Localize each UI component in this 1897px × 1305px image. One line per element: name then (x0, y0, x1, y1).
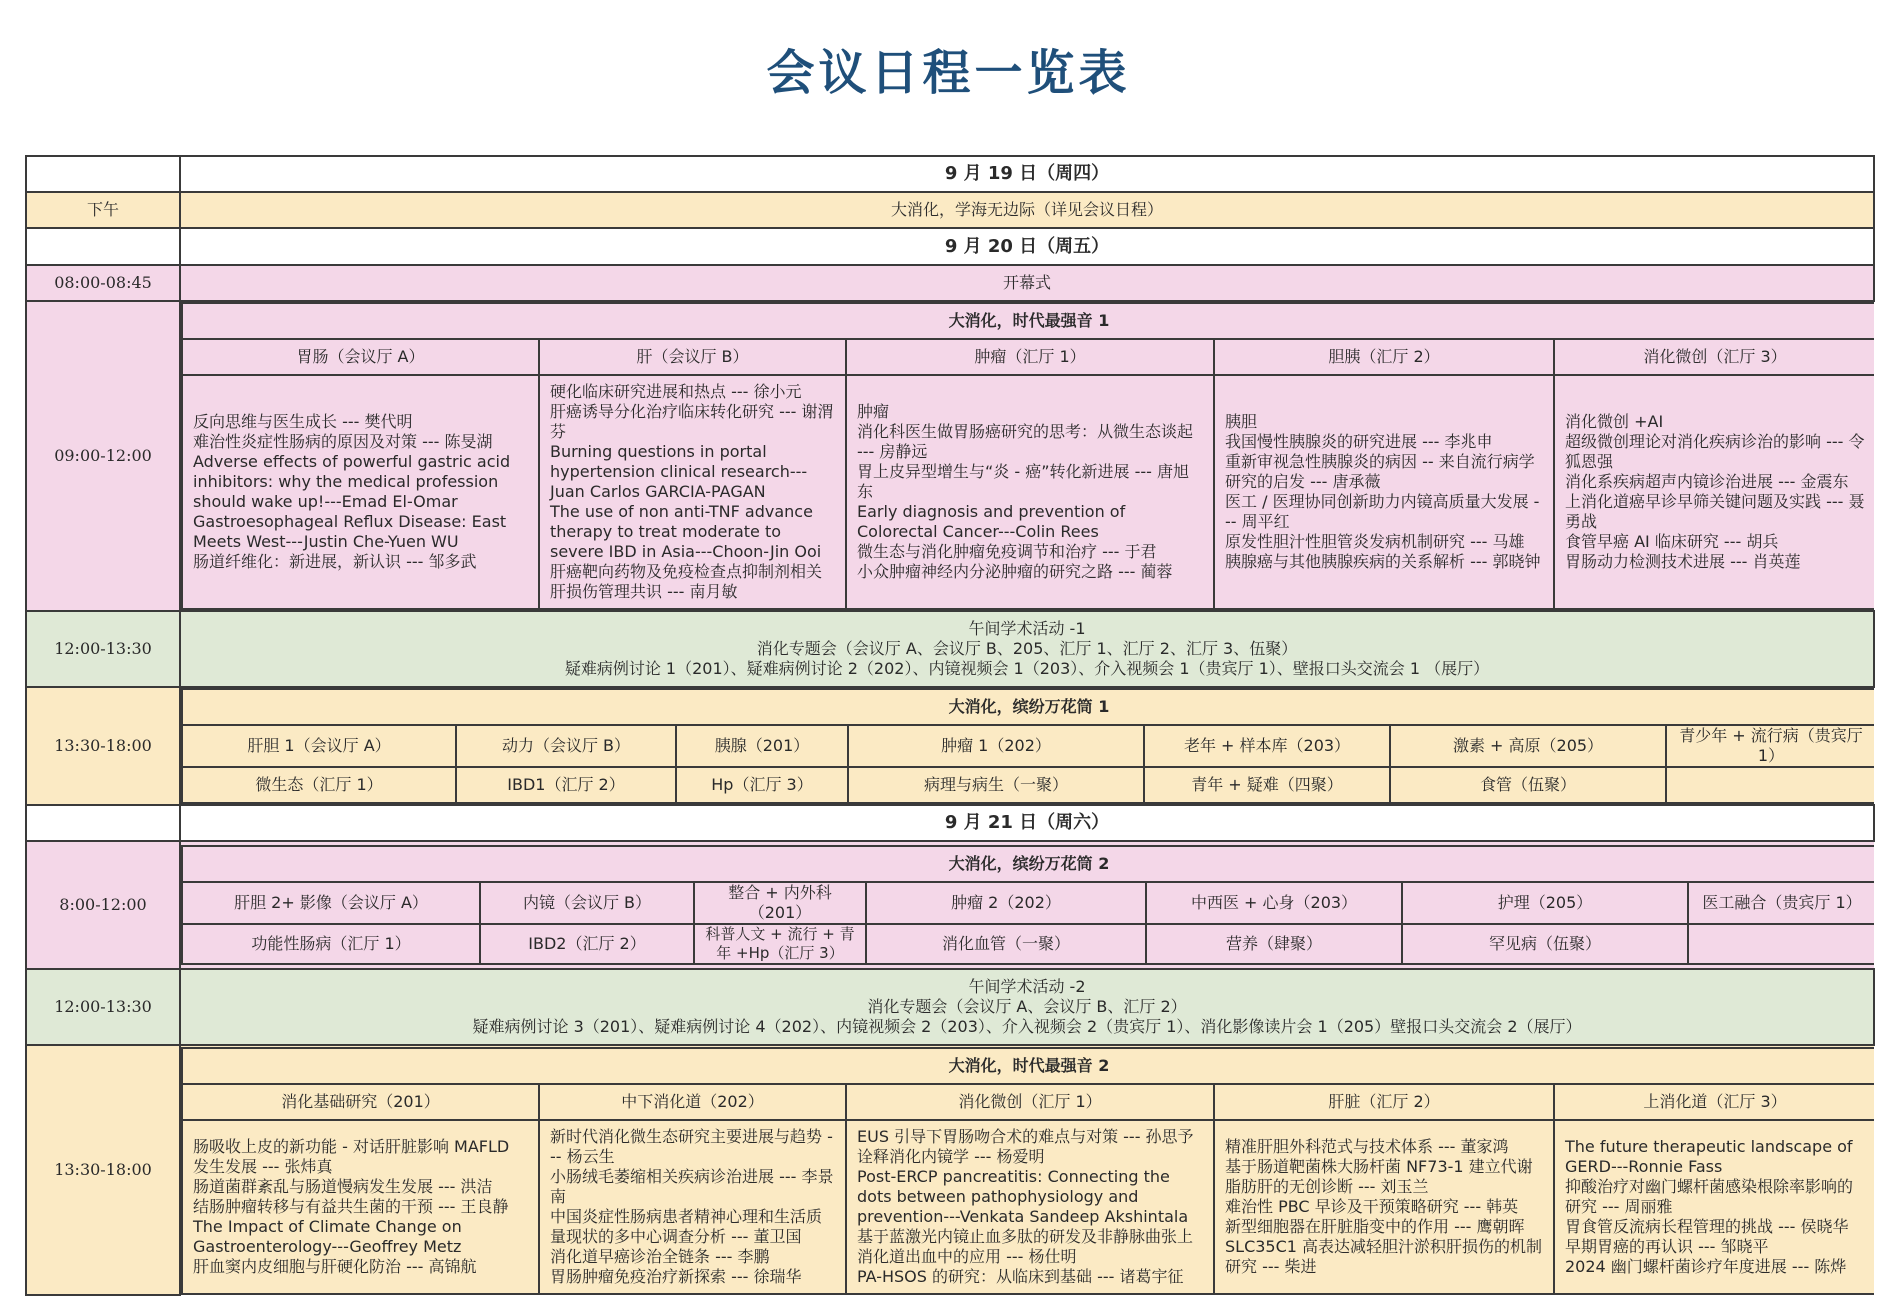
track-cell: 青年 + 疑难（四聚） (1144, 767, 1390, 803)
opening-ceremony: 开幕式 (180, 265, 1874, 301)
d21-afternoon-row (26, 1045, 1874, 1295)
talk-item: 诠释消化内镜学 --- 杨爱明 (857, 1146, 1045, 1166)
talk-item: 小众肿瘤神经内分泌肿瘤的研究之路 --- 蔺蓉 (857, 562, 1173, 581)
time-cell: 13:30-18:00 (26, 687, 180, 805)
day-header-row (26, 156, 1874, 192)
hall-header: 消化基础研究（201） (182, 1084, 539, 1120)
d19-afternoon-row (26, 192, 1874, 228)
schedule-table (25, 155, 1875, 1296)
talk-item: 消化科医生做胃肠癌研究的思考：从微生态谈起 --- 房静远 (857, 422, 1194, 461)
track-cell (1688, 924, 1874, 964)
track-cell: 老年 + 样本库（203） (1144, 725, 1390, 767)
d20-afternoon-table (181, 688, 1874, 804)
talk-item: 胃上皮异型增生与“炎 - 癌”转化新进展 --- 唐旭东 (857, 462, 1190, 501)
session-title: 大消化，时代最强音 2 (182, 1048, 1874, 1084)
day-header-19: 9 月 19 日（周四） (180, 156, 1874, 192)
talk-list (539, 375, 846, 609)
talk-item: 2024 幽门螺杆菌诊疗年度进展 --- 陈烨 (1565, 1256, 1847, 1276)
talk-item: 胃食管反流病长程管理的挑战 --- 侯晓华 (1565, 1216, 1849, 1236)
hall-header: 消化微创（汇厅 3） (1554, 339, 1874, 375)
time-cell: 8:00-12:00 (26, 841, 180, 969)
time-cell: 08:00-08:45 (26, 265, 180, 301)
talk-item: 新时代消化微生态研究主要进展与趋势 --- 杨云生 (550, 1126, 833, 1166)
talk-item: 硬化临床研究进展和热点 --- 徐小元 (550, 382, 802, 401)
talk-item: 肝癌靶向药物及免疫检查点抑制剂相关肝损伤管理共识 --- 南月敏 (550, 562, 823, 601)
track-cell: 激素 + 高原（205） (1390, 725, 1666, 767)
talk-item: 结肠肿瘤转移与有益共生菌的干预 --- 王良静 (193, 1196, 509, 1216)
talk-item: 胰腺癌与其他胰腺疾病的关系解析 --- 郭晓钟 (1225, 552, 1541, 571)
session-title: 大消化，缤纷万花筒 1 (182, 689, 1874, 725)
time-cell: 09:00-12:00 (26, 301, 180, 611)
track-cell: 肿瘤 1（202） (848, 725, 1144, 767)
talk-item: 医工 / 医理协同创新助力内镜高质量大发展 --- 周平红 (1225, 492, 1540, 531)
talk-item: 微生态与消化肿瘤免疫调节和治疗 --- 于君 (857, 542, 1157, 561)
session-title: 大消化，时代最强音 1 (182, 303, 1874, 339)
talk-item: SLC35C1 高表达减轻胆汁淤积肝损伤的机制研究 --- 柴进 (1225, 1236, 1543, 1276)
talk-item: 肠道菌群紊乱与肠道慢病发生发展 --- 洪洁 (193, 1176, 493, 1196)
talk-item: 肠吸收上皮的新功能 - 对话肝脏影响 MAFLD 发生发展 --- 张炜真 (193, 1136, 510, 1176)
talk-item: 午间学术活动 -1 (968, 619, 1086, 638)
hall-header: 胆胰（汇厅 2） (1214, 339, 1554, 375)
track-cell: 肝胆 2+ 影像（会议厅 A） (182, 882, 480, 924)
track-cell: 胰腺（201） (676, 725, 848, 767)
talk-item: 基于蓝激光内镜止血多肽的研发及非静脉曲张上消化道出血中的应用 --- 杨仕明 (857, 1226, 1194, 1266)
talk-item: 基于肠道靶菌株大肠杆菌 NF73-1 建立代谢脂肪肝的无创诊断 --- 刘玉兰 (1225, 1156, 1533, 1196)
talk-item: 食管早癌 AI 临床研究 --- 胡兵 (1565, 532, 1779, 551)
time-cell: 13:30-18:00 (26, 1045, 180, 1295)
talk-item: 中国炎症性肠病患者精神心理和生活质量现状的多中心调查分析 --- 董卫国 (550, 1206, 823, 1246)
track-cell: Hp（汇厅 3） (676, 767, 848, 803)
d20-morning-table (181, 302, 1874, 610)
time-cell: 12:00-13:30 (26, 611, 180, 687)
talk-item: 原发性胆汁性胆管炎发病机制研究 --- 马雄 (1225, 532, 1525, 551)
track-cell: 医工融合（贵宾厅 1） (1688, 882, 1874, 924)
day-header-row (26, 805, 1874, 841)
session-title: 大消化，缤纷万花筒 2 (182, 846, 1874, 882)
hall-header: 肿瘤（汇厅 1） (846, 339, 1214, 375)
track-cell (1666, 767, 1874, 803)
talk-list (846, 1120, 1214, 1294)
track-cell: IBD2（汇厅 2） (480, 924, 694, 964)
talk-list (1554, 1120, 1874, 1294)
talk-item: The Impact of Climate Change on Gastroenterology---Geoffrey Metz (193, 1216, 462, 1256)
talk-item: 新型细胞器在肝脏脂变中的作用 --- 鹰朝晖 (1225, 1216, 1525, 1236)
talk-item: 难治性炎症性肠病的原因及对策 --- 陈旻湖 (193, 432, 493, 451)
talk-list (539, 1120, 846, 1294)
talk-item: PA-HSOS 的研究：从临床到基础 --- 诸葛宇征 (857, 1266, 1184, 1286)
track-cell: 病理与病生（一聚） (848, 767, 1144, 803)
d19-program: 大消化，学海无边际（详见会议日程） (180, 192, 1874, 228)
talk-item: Gastroesophageal Reflux Disease: East Meets West---Justin Che-Yuen WU (193, 512, 507, 551)
talk-item: 肿瘤 (857, 402, 890, 421)
talk-list-row (182, 375, 1874, 609)
track-cell: 肝胆 1（会议厅 A） (182, 725, 456, 767)
talk-item: 抑酸治疗对幽门螺杆菌感染根除率影响的研究 --- 周丽雅 (1565, 1176, 1854, 1216)
track-cell: 消化血管（一聚） (866, 924, 1146, 964)
hall-header: 肝（会议厅 B） (539, 339, 846, 375)
track-cell: 科普人文 + 流行 + 青年 +Hp（汇厅 3） (694, 924, 866, 964)
talk-item: 肝血窦内皮细胞与肝硬化防治 --- 高锦航 (193, 1256, 477, 1276)
talk-item: 小肠绒毛萎缩相关疾病诊治进展 --- 李景南 (550, 1166, 834, 1206)
d21-morning-row (26, 841, 1874, 969)
d21-noon-row (26, 969, 1874, 1045)
talk-item: 胃肠肿瘤免疫治疗新探索 --- 徐瑞华 (550, 1266, 802, 1286)
track-row (182, 767, 1874, 803)
talk-list (1554, 375, 1874, 609)
d21-afternoon-table (181, 1047, 1874, 1295)
talk-item: 疑难病例讨论 1（201）、疑难病例讨论 2（202）、内镜视频会 1（203）、介入视频会 1（贵宾厅 1）、壁报口头交流会 1 （展厅） (564, 659, 1490, 678)
track-cell: 内镜（会议厅 B） (480, 882, 694, 924)
hall-header-row (182, 1084, 1874, 1120)
hall-header: 消化微创（汇厅 1） (846, 1084, 1214, 1120)
track-row (182, 725, 1874, 767)
track-cell: 营养（肆聚） (1146, 924, 1402, 964)
talk-item: Early diagnosis and prevention of Colorectal Cancer---Colin Rees (857, 502, 1126, 541)
talk-list-row (182, 1120, 1874, 1294)
talk-item: 消化微创 +AI (1565, 412, 1664, 431)
track-cell: 罕见病（伍聚） (1402, 924, 1688, 964)
talk-item: 疑难病例讨论 3（201）、疑难病例讨论 4（202）、内镜视频会 2（203）、介入视频会 2（贵宾厅 1）、消化影像读片会 1（205）壁报口头交流会 2（展厅） (472, 1017, 1582, 1036)
hall-header-row (182, 339, 1874, 375)
noon-activities (180, 611, 1874, 687)
hall-header: 肝脏（汇厅 2） (1214, 1084, 1554, 1120)
talk-item: 消化专题会（会议厅 A、会议厅 B、汇厅 2） (867, 997, 1187, 1016)
talk-item: 胰胆 (1225, 412, 1258, 431)
noon-activities (180, 969, 1874, 1045)
track-cell: 功能性肠病（汇厅 1） (182, 924, 480, 964)
track-cell: 中西医 + 心身（203） (1146, 882, 1402, 924)
talk-item: 反向思维与医生成长 --- 樊代明 (193, 412, 413, 431)
talk-item: 超级微创理论对消化疾病诊治的影响 --- 令狐恩强 (1565, 432, 1865, 471)
talk-item: 精准肝胆外科范式与技术体系 --- 董家鸿 (1225, 1136, 1509, 1156)
talk-item: Burning questions in portal hypertension clinical research---Juan Carlos GARCIA-PAGAN (550, 442, 808, 501)
talk-item: 我国慢性胰腺炎的研究进展 --- 李兆申 (1225, 432, 1493, 451)
talk-item: EUS 引导下胃肠吻合术的难点与对策 --- 孙思予 (857, 1126, 1194, 1146)
time-cell: 下午 (26, 192, 180, 228)
talk-item: 消化专题会（会议厅 A、会议厅 B、205、汇厅 1、汇厅 2、汇厅 3、伍聚） (756, 639, 1298, 658)
track-cell: 整合 + 内外科（201） (694, 882, 866, 924)
d20-morning-row (26, 301, 1874, 611)
d20-afternoon-row (26, 687, 1874, 805)
track-row (182, 882, 1874, 924)
talk-item: Post-ERCP pancreatitis: Connecting the dots between pathophysiology and prevention---Venkata Sandeep Akshintala (857, 1166, 1189, 1226)
track-cell: 肿瘤 2（202） (866, 882, 1146, 924)
talk-list (182, 375, 539, 609)
d20-noon-row (26, 611, 1874, 687)
talk-item: The use of non anti-TNF advance therapy to treat moderate to severe IBD in Asia---Choon-Jin Ooi (550, 502, 822, 561)
track-cell: IBD1（汇厅 2） (456, 767, 676, 803)
talk-item: 午间学术活动 -2 (968, 977, 1086, 996)
talk-item: 上消化道癌早诊早筛关键问题及实践 --- 聂勇战 (1565, 492, 1865, 531)
track-cell: 动力（会议厅 B） (456, 725, 676, 767)
hall-header: 胃肠（会议厅 A） (182, 339, 539, 375)
track-cell: 微生态（汇厅 1） (182, 767, 456, 803)
talk-item: Adverse effects of powerful gastric acid inhibitors: why the medical profession should wake up!---Emad El-Omar (193, 452, 511, 511)
page-title: 会议日程一览表 (766, 45, 1131, 101)
talk-item: 早期胃癌的再认识 --- 邹晓平 (1565, 1236, 1769, 1256)
track-cell: 护理（205） (1402, 882, 1688, 924)
talk-item: 肝癌诱导分化治疗临床转化研究 --- 谢渭芬 (550, 402, 834, 441)
track-row (182, 924, 1874, 964)
time-cell: 12:00-13:30 (26, 969, 180, 1045)
talk-item: 消化系疾病超声内镜诊治进展 --- 金震东 (1565, 472, 1849, 491)
talk-list (182, 1120, 539, 1294)
talk-item: 消化道早癌诊治全链条 --- 李鹏 (550, 1246, 770, 1266)
talk-item: 肠道纤维化：新进展，新认识 --- 邹多武 (193, 552, 477, 571)
hall-header: 上消化道（汇厅 3） (1554, 1084, 1874, 1120)
talk-list (1214, 1120, 1554, 1294)
talk-list (1214, 375, 1554, 609)
track-cell: 食管（伍聚） (1390, 767, 1666, 803)
talk-item: The future therapeutic landscape of GERD---Ronnie Fass (1565, 1136, 1853, 1176)
talk-item: 胃肠动力检测技术进展 --- 肖英莲 (1565, 552, 1801, 571)
track-cell: 青少年 + 流行病（贵宾厅 1） (1666, 725, 1874, 767)
talk-item: 难治性 PBC 早诊及干预策略研究 --- 韩英 (1225, 1196, 1519, 1216)
day-header-20: 9 月 20 日（周五） (180, 228, 1874, 265)
d20-opening-row (26, 265, 1874, 301)
d21-morning-table (181, 845, 1874, 965)
talk-list (846, 375, 1214, 609)
day-header-21: 9 月 21 日（周六） (180, 805, 1874, 841)
talk-item: 重新审视急性胰腺炎的病因 -- 来自流行病学研究的启发 --- 唐承薇 (1225, 452, 1535, 491)
day-header-row (26, 228, 1874, 265)
hall-header: 中下消化道（202） (539, 1084, 846, 1120)
